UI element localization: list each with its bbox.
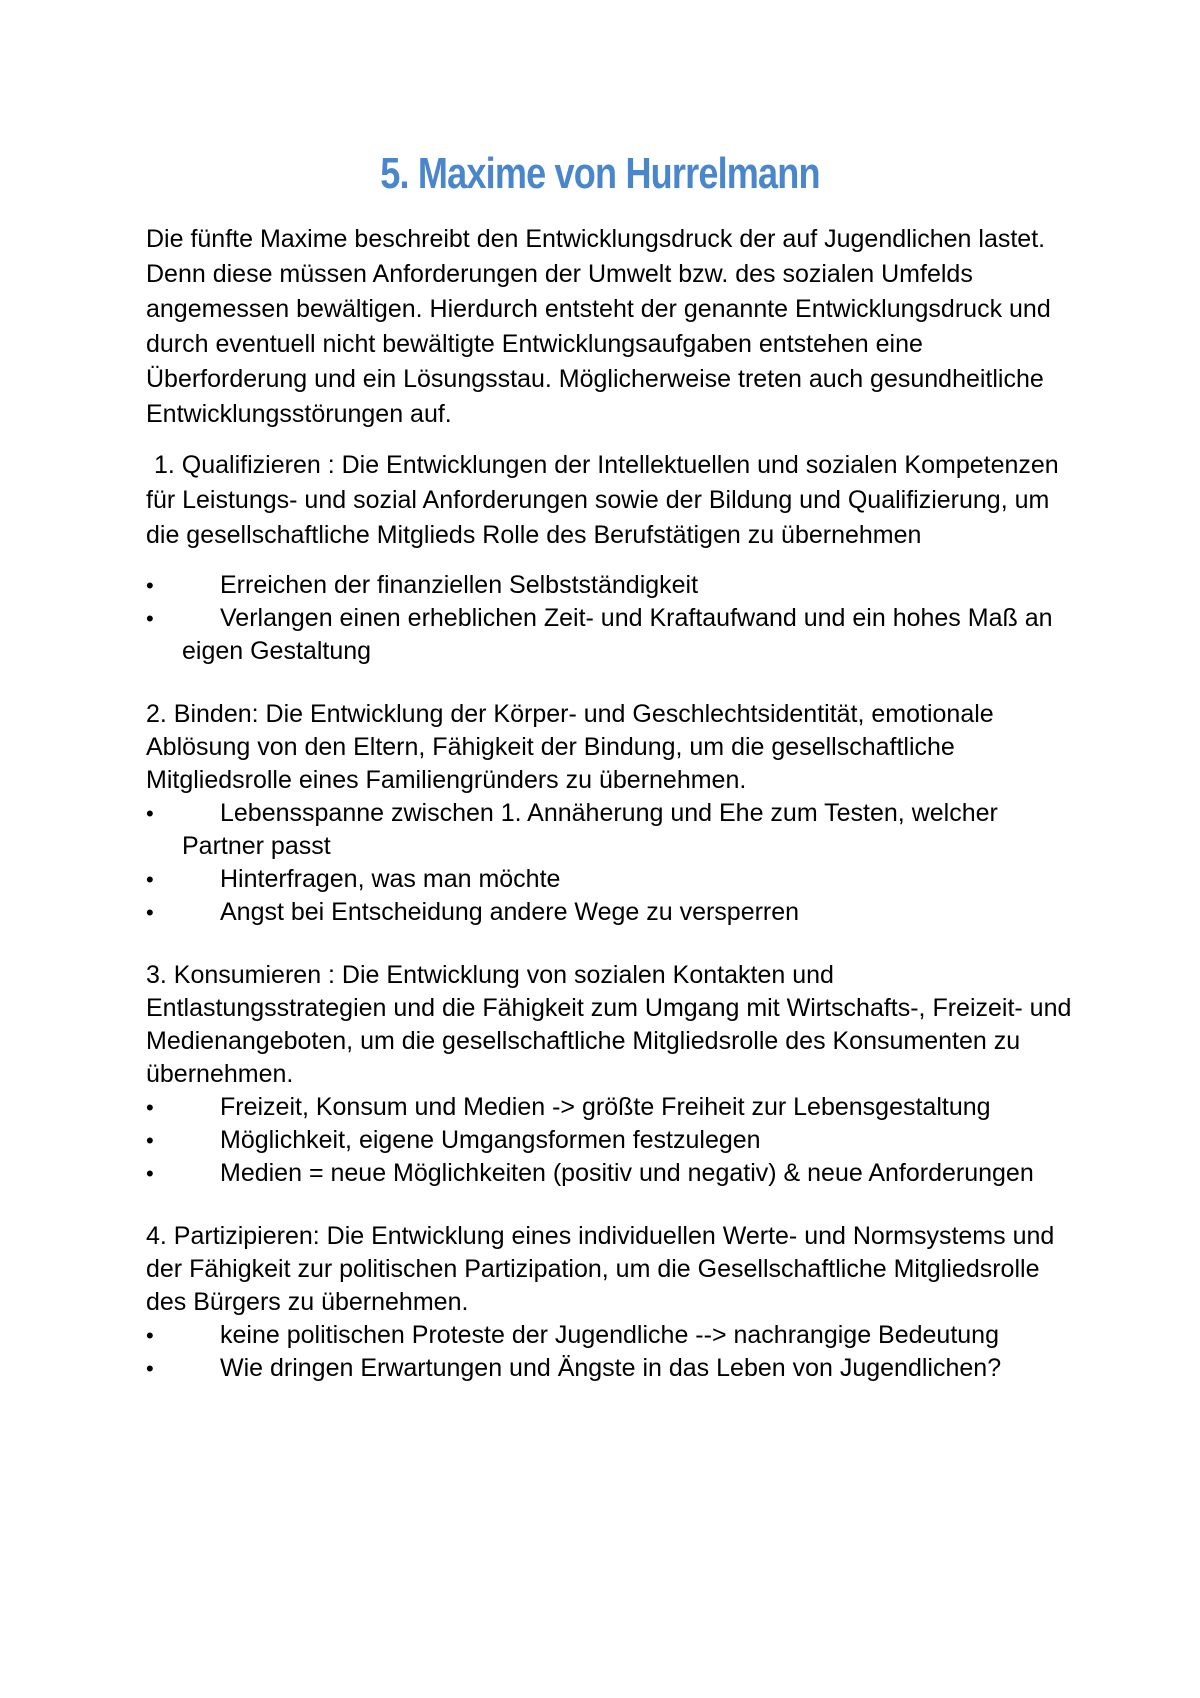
bullet-icon: • xyxy=(146,801,154,826)
list-item xyxy=(146,569,1076,602)
section-text: 3. Konsumieren : Die Entwicklung von sozialen Kontakten und Entlastungsstrategien und die Fähigkeit zum Umgang mit Wirtschafts-, Freizeit- und Medienangeboten, um die gesellschaftliche Mitgliedsrolle des Konsumenten zu übernehmen. xyxy=(146,961,1072,1088)
list-item xyxy=(146,797,1076,863)
bullet-icon: • xyxy=(146,573,154,598)
list-item-text: Lebensspanne zwischen 1. Annäherung und Ehe zum Testen, welcher Partner passt xyxy=(182,799,998,860)
section-text: 4. Partizipieren: Die Entwicklung eines individuellen Werte- und Normsystems und der Fähigkeit zur politischen Partizipation, um die Gesellschaftliche Mitgliedsrolle des Bürgers zu übernehmen. xyxy=(146,1222,1055,1316)
bullet-list xyxy=(146,569,1076,668)
list-item-text: Verlangen einen erheblichen Zeit- und Kraftaufwand und ein hohes Maß an eigen Gestaltung xyxy=(182,604,1053,665)
list-item-text: Freizeit, Konsum und Medien -> größte Freiheit zur Lebensgestaltung xyxy=(220,1093,991,1121)
bullet-icon: • xyxy=(146,1128,154,1153)
section-binden xyxy=(146,698,1076,929)
bullet-icon: • xyxy=(146,1323,154,1348)
list-item xyxy=(146,1091,1076,1124)
document-body xyxy=(146,222,1076,1385)
list-item-text: Hinterfragen, was man möchte xyxy=(220,865,561,893)
bullet-icon: • xyxy=(146,867,154,892)
list-item xyxy=(146,1319,1076,1352)
list-item xyxy=(146,896,1076,929)
section-konsumieren xyxy=(146,959,1076,1190)
bullet-list xyxy=(146,1319,1076,1385)
list-item-text: keine politischen Proteste der Jugendliche --> nachrangige Bedeutung xyxy=(220,1321,999,1349)
bullet-icon: • xyxy=(146,1161,154,1186)
section-text: 1. Qualifizieren : Die Entwicklungen der Intellektuellen und sozialen Kompetenzen für Leistungs- und sozial Anforderungen sowie der Bildung und Qualifizierung, um die gesellschaftliche Mitglieds Rolle des Berufstätigen zu übernehmen xyxy=(146,451,1059,549)
list-item xyxy=(146,1124,1076,1157)
section-partizipieren xyxy=(146,1220,1076,1385)
list-item-text: Medien = neue Möglichkeiten (positiv und negativ) & neue Anforderungen xyxy=(220,1159,1034,1187)
list-item-text: Angst bei Entscheidung andere Wege zu versperren xyxy=(220,898,800,926)
list-item-text: Wie dringen Erwartungen und Ängste in das Leben von Jugendlichen? xyxy=(220,1354,1002,1382)
list-item xyxy=(146,602,1076,668)
bullet-icon: • xyxy=(146,1095,154,1120)
section-text: 2. Binden: Die Entwicklung der Körper- und Geschlechtsidentität, emotionale Ablösung von den Eltern, Fähigkeit der Bindung, um die gesellschaftliche Mitgliedsrolle eines Familiengründers zu übernehmen. xyxy=(146,700,994,794)
section-qualifizieren xyxy=(146,448,1076,668)
bullet-list xyxy=(146,1091,1076,1190)
list-item-text: Erreichen der finanziellen Selbstständigkeit xyxy=(220,571,699,599)
list-item-text: Möglichkeit, eigene Umgangsformen festzulegen xyxy=(220,1126,761,1154)
list-item xyxy=(146,1157,1076,1190)
bullet-icon: • xyxy=(146,900,154,925)
list-item xyxy=(146,1352,1076,1385)
bullet-list xyxy=(146,797,1076,929)
bullet-icon: • xyxy=(146,1356,154,1381)
list-item xyxy=(146,863,1076,896)
page-title: 5. Maxime von Hurrelmann xyxy=(380,149,820,198)
bullet-icon: • xyxy=(146,606,154,631)
intro-paragraph: Die fünfte Maxime beschreibt den Entwicklungsdruck der auf Jugendlichen lastet. Denn diese müssen Anforderungen der Umwelt bzw. des sozialen Umfelds angemessen bewältigen. Hierdurch entsteht der genannte Entwicklungsdruck und durch eventuell nicht bewältigte Entwicklungsaufgaben entstehen eine Überforderung und ein Lösungsstau. Möglicherweise treten auch gesundheitliche Entwicklungsstörungen auf. xyxy=(146,225,1051,428)
